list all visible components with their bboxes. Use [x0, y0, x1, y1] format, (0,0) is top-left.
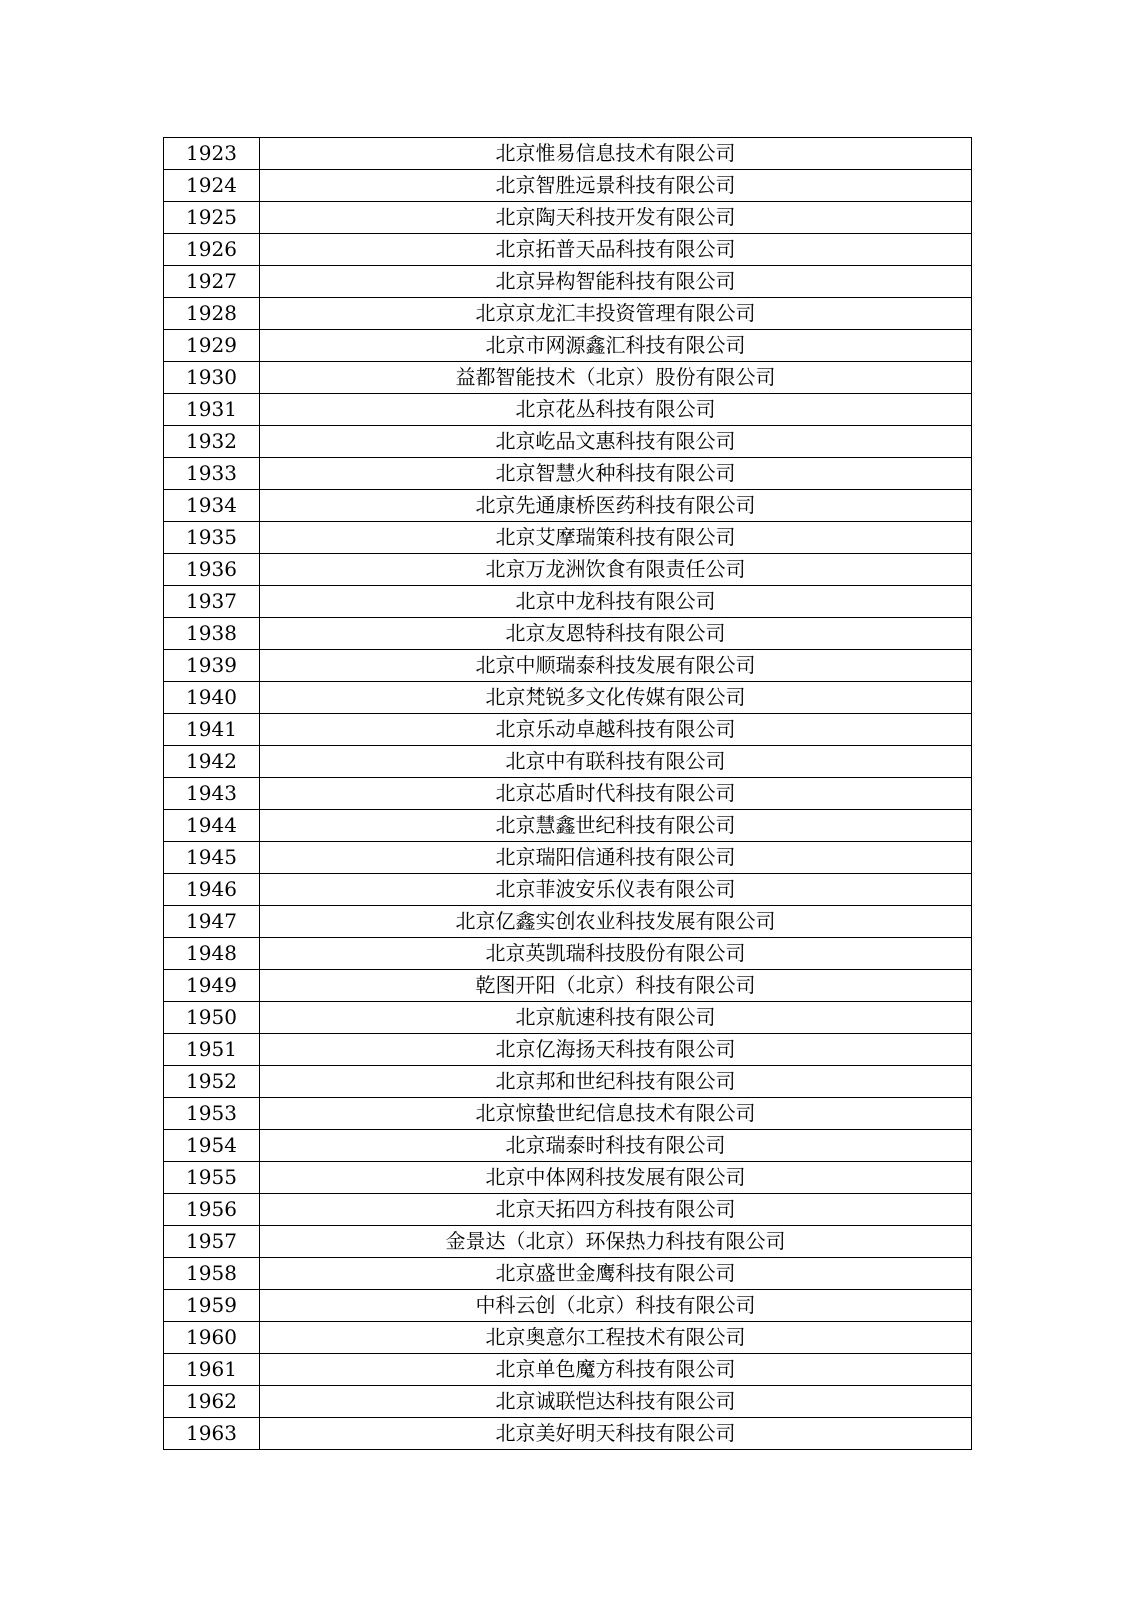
row-number: 1952: [164, 1066, 260, 1098]
company-name: 北京诚联恺达科技有限公司: [260, 1386, 972, 1418]
table-row: [164, 1034, 972, 1066]
row-number: 1963: [164, 1418, 260, 1450]
table-row: [164, 618, 972, 650]
company-name: 北京中有联科技有限公司: [260, 746, 972, 778]
table-row: [164, 458, 972, 490]
company-name: 北京菲波安乐仪表有限公司: [260, 874, 972, 906]
row-number: 1947: [164, 906, 260, 938]
row-number: 1926: [164, 234, 260, 266]
table-row: [164, 1258, 972, 1290]
row-number: 1940: [164, 682, 260, 714]
row-number: 1929: [164, 330, 260, 362]
row-number: 1946: [164, 874, 260, 906]
table-row: [164, 394, 972, 426]
company-name: 北京万龙洲饮食有限责任公司: [260, 554, 972, 586]
table-row: [164, 330, 972, 362]
row-number: 1932: [164, 426, 260, 458]
row-number: 1953: [164, 1098, 260, 1130]
company-name: 北京中龙科技有限公司: [260, 586, 972, 618]
row-number: 1957: [164, 1226, 260, 1258]
company-name: 益都智能技术（北京）股份有限公司: [260, 362, 972, 394]
row-number: 1951: [164, 1034, 260, 1066]
company-name: 北京中顺瑞泰科技发展有限公司: [260, 650, 972, 682]
company-name: 北京屹品文惠科技有限公司: [260, 426, 972, 458]
row-number: 1962: [164, 1386, 260, 1418]
row-number: 1955: [164, 1162, 260, 1194]
table-row: [164, 970, 972, 1002]
row-number: 1961: [164, 1354, 260, 1386]
row-number: 1960: [164, 1322, 260, 1354]
table-row: [164, 746, 972, 778]
table-row: [164, 170, 972, 202]
company-name: 北京花丛科技有限公司: [260, 394, 972, 426]
company-name: 北京英凯瑞科技股份有限公司: [260, 938, 972, 970]
table-row: [164, 554, 972, 586]
row-number: 1950: [164, 1002, 260, 1034]
table-row: [164, 426, 972, 458]
company-name: 北京瑞泰时科技有限公司: [260, 1130, 972, 1162]
company-name: 北京亿鑫实创农业科技发展有限公司: [260, 906, 972, 938]
table-row: [164, 1386, 972, 1418]
table-row: [164, 202, 972, 234]
table-row: [164, 650, 972, 682]
row-number: 1933: [164, 458, 260, 490]
row-number: 1956: [164, 1194, 260, 1226]
table-row: [164, 1418, 972, 1450]
row-number: 1949: [164, 970, 260, 1002]
row-number: 1959: [164, 1290, 260, 1322]
row-number: 1924: [164, 170, 260, 202]
table-row: [164, 1098, 972, 1130]
company-name: 北京慧鑫世纪科技有限公司: [260, 810, 972, 842]
table-row: [164, 1162, 972, 1194]
company-name: 北京天拓四方科技有限公司: [260, 1194, 972, 1226]
row-number: 1923: [164, 138, 260, 170]
table-row: [164, 842, 972, 874]
company-name: 北京艾摩瑞策科技有限公司: [260, 522, 972, 554]
company-name: 北京邦和世纪科技有限公司: [260, 1066, 972, 1098]
table-row: [164, 1226, 972, 1258]
row-number: 1941: [164, 714, 260, 746]
row-number: 1936: [164, 554, 260, 586]
table-row: [164, 714, 972, 746]
company-name: 北京美好明天科技有限公司: [260, 1418, 972, 1450]
row-number: 1934: [164, 490, 260, 522]
company-name: 北京智胜远景科技有限公司: [260, 170, 972, 202]
row-number: 1948: [164, 938, 260, 970]
row-number: 1954: [164, 1130, 260, 1162]
row-number: 1935: [164, 522, 260, 554]
row-number: 1943: [164, 778, 260, 810]
table-row: [164, 1322, 972, 1354]
table-row: [164, 1354, 972, 1386]
row-number: 1937: [164, 586, 260, 618]
row-number: 1930: [164, 362, 260, 394]
company-name: 北京瑞阳信通科技有限公司: [260, 842, 972, 874]
table-row: [164, 1130, 972, 1162]
company-name: 北京异构智能科技有限公司: [260, 266, 972, 298]
company-name: 北京盛世金鹰科技有限公司: [260, 1258, 972, 1290]
table-row: [164, 490, 972, 522]
company-list-table: [163, 137, 972, 1450]
company-name: 北京先通康桥医药科技有限公司: [260, 490, 972, 522]
table-row: [164, 874, 972, 906]
company-name: 北京奥意尔工程技术有限公司: [260, 1322, 972, 1354]
company-name: 北京惟易信息技术有限公司: [260, 138, 972, 170]
table-row: [164, 1290, 972, 1322]
company-name: 北京市网源鑫汇科技有限公司: [260, 330, 972, 362]
row-number: 1931: [164, 394, 260, 426]
company-name: 金景达（北京）环保热力科技有限公司: [260, 1226, 972, 1258]
table-row: [164, 298, 972, 330]
row-number: 1958: [164, 1258, 260, 1290]
company-name: 北京亿海扬天科技有限公司: [260, 1034, 972, 1066]
row-number: 1942: [164, 746, 260, 778]
table-row: [164, 1194, 972, 1226]
company-name: 北京航速科技有限公司: [260, 1002, 972, 1034]
row-number: 1925: [164, 202, 260, 234]
company-list-body: [164, 138, 972, 1450]
table-row: [164, 522, 972, 554]
company-name: 北京惊蛰世纪信息技术有限公司: [260, 1098, 972, 1130]
row-number: 1927: [164, 266, 260, 298]
company-name: 中科云创（北京）科技有限公司: [260, 1290, 972, 1322]
company-name: 北京拓普天品科技有限公司: [260, 234, 972, 266]
table-row: [164, 138, 972, 170]
company-name: 乾图开阳（北京）科技有限公司: [260, 970, 972, 1002]
company-name: 北京陶天科技开发有限公司: [260, 202, 972, 234]
company-name: 北京智慧火种科技有限公司: [260, 458, 972, 490]
table-row: [164, 682, 972, 714]
table-row: [164, 778, 972, 810]
table-row: [164, 234, 972, 266]
company-name: 北京京龙汇丰投资管理有限公司: [260, 298, 972, 330]
row-number: 1928: [164, 298, 260, 330]
table-row: [164, 1066, 972, 1098]
table-row: [164, 938, 972, 970]
table-row: [164, 810, 972, 842]
row-number: 1944: [164, 810, 260, 842]
company-name: 北京芯盾时代科技有限公司: [260, 778, 972, 810]
row-number: 1939: [164, 650, 260, 682]
row-number: 1938: [164, 618, 260, 650]
company-name: 北京乐动卓越科技有限公司: [260, 714, 972, 746]
company-name: 北京单色魔方科技有限公司: [260, 1354, 972, 1386]
company-name: 北京友恩特科技有限公司: [260, 618, 972, 650]
table-row: [164, 362, 972, 394]
table-row: [164, 906, 972, 938]
table-row: [164, 1002, 972, 1034]
company-name: 北京中体网科技发展有限公司: [260, 1162, 972, 1194]
table-row: [164, 266, 972, 298]
company-name: 北京梵锐多文化传媒有限公司: [260, 682, 972, 714]
table-row: [164, 586, 972, 618]
row-number: 1945: [164, 842, 260, 874]
